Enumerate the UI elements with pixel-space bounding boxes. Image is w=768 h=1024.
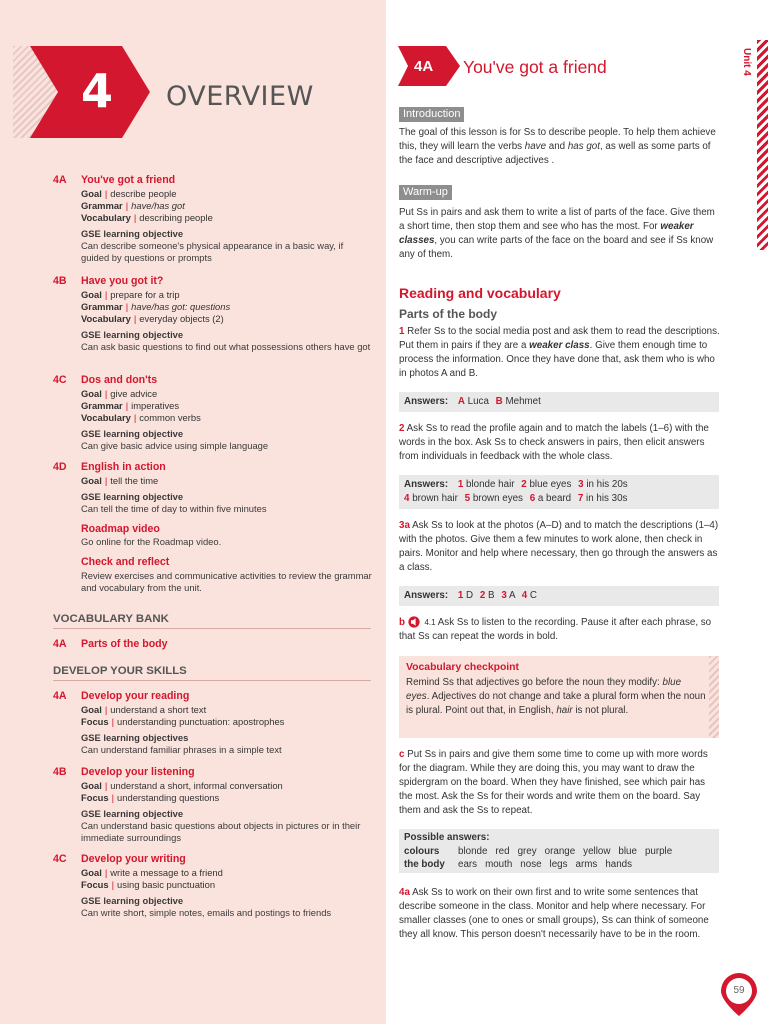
lesson-title: Parts of the body — [81, 638, 168, 650]
overview-title: OVERVIEW — [166, 81, 314, 112]
lesson-4a — [53, 174, 373, 264]
answers-box-2: Answers: 1 blonde hair 2 blue eyes 3 in his 20s 4 brown hair 5 brown eyes 6 a beard 7 in his 30s — [399, 475, 719, 509]
lesson-code: 4C — [53, 853, 67, 865]
divider — [53, 628, 371, 629]
check-reflect-text: Review exercises and communicative activities to review the grammar and vocabulary from the unit. — [81, 569, 372, 593]
lesson-row: Goal | give advice — [81, 387, 158, 399]
possible-answers-box — [399, 829, 719, 873]
unit-number: 4 — [80, 64, 113, 118]
lesson-code: 4D — [53, 461, 67, 473]
check-reflect-title: Check and reflect — [81, 556, 170, 569]
vocabulary-checkpoint-box — [399, 656, 719, 738]
gse-label: GSE learning objective — [81, 807, 184, 819]
page-number: 59 — [733, 985, 745, 996]
gse-text: Can ask basic questions to find out what possessions others have got — [81, 340, 371, 352]
checkpoint-text: Remind Ss that adjectives go before the noun they modify: blue eyes. Adjectives do not change and take a plural form when the noun is plural. Point out that, in English, hair is not plural. — [406, 677, 706, 716]
exercise-4a-text: 4a Ask Ss to work on their own first and to write some sentences that describe someone in the class. Monitor and help where necessary. For smaller classes (one to ones or small groups), Ss can think of someone they all know. This person doesn't necessarily have to be in the room. — [399, 887, 709, 940]
answers-box-3: Answers: 1 D 2 B 3 A 4 C — [399, 586, 719, 606]
exercise-1-text: 1 Refer Ss to the social media post and ask them to read the descriptions. Put them in pairs if they are a weaker class. Give them enough time to process the information. Once they have done that, ask them who is who in photos A and B. — [399, 326, 720, 379]
lesson-row: Goal | prepare for a trip — [81, 288, 180, 300]
introduction-label: Introduction — [399, 107, 464, 122]
lesson-title: You've got a friend — [81, 174, 176, 186]
lesson-row: Vocabulary | common verbs — [81, 411, 201, 423]
gse-label: GSE learning objective — [81, 227, 184, 239]
vocab-bank-item — [53, 638, 373, 652]
unit-tab-label: Unit 4 — [741, 48, 752, 76]
lesson-title-heading: You've got a friend — [463, 57, 607, 77]
roadmap-video-text: Go online for the Roadmap video. — [81, 536, 222, 548]
gse-text: Can tell the time of day to within five minutes — [81, 502, 267, 514]
gse-label: GSE learning objective — [81, 490, 184, 502]
gse-text: Can understand basic questions about objects in pictures or in their immediate surroundings — [81, 819, 361, 843]
vocabulary-bank-heading: VOCABULARY BANK — [53, 613, 169, 625]
exercise-3b-text: b 4.1 Ask Ss to listen to the recording. Pause it after each phrase, so that Ss can repeat the words in bold. — [399, 617, 712, 642]
lesson-title: Dos and don'ts — [81, 374, 158, 386]
reading-vocabulary-heading: Reading and vocabulary — [399, 285, 561, 301]
lesson-code: 4B — [53, 275, 67, 287]
answers-box-1: Answers: A Luca B Mehmet — [399, 392, 719, 412]
exercise-3a-text: 3a Ask Ss to look at the photos (A–D) and to match the descriptions (1–4) with the photos. Give them a few minutes to work alone, then check in pairs. Monitor and help where necessary, then go through the answers as a class. — [399, 520, 719, 573]
lesson-row: Vocabulary | everyday objects (2) — [81, 312, 224, 324]
lesson-code: 4A — [53, 638, 67, 650]
introduction-text: The goal of this lesson is for Ss to describe people. To help them achieve this, they will learn the verbs have and has got, as well as some parts of the face and descriptive adjectives . — [399, 127, 716, 166]
gse-text: Can describe someone's physical appearance in a basic way, if guided by questions or prompts — [81, 239, 344, 263]
roadmap-video-title: Roadmap video — [81, 522, 160, 535]
lesson-row: Vocabulary | describing people — [81, 211, 213, 223]
lesson-4d — [53, 461, 373, 594]
lesson-title: Develop your reading — [81, 690, 190, 702]
lesson-row: Goal | understand a short text — [81, 703, 207, 715]
edge-stripe — [757, 40, 768, 250]
gse-text: Can give basic advice using simple language — [81, 439, 269, 451]
develop-listening — [53, 766, 373, 844]
exercise-c-text: c Put Ss in pairs and give them some time to come up with more words for the diagram. While they are doing this, you may want to draw the spidergram on the board. When they have finished, see which pair has the most. Ask the Ss for their words and write them on the board. Say them and ask the Ss to repeat. — [399, 749, 708, 816]
body-row: the body ears mouth nose legs arms hands — [404, 859, 633, 871]
lesson-code: 4A — [53, 690, 67, 702]
gse-label: GSE learning objectives — [81, 731, 189, 743]
lesson-row: Focus | understanding punctuation: apostrophes — [81, 715, 285, 727]
gse-label: GSE learning objective — [81, 894, 184, 906]
parts-of-body-heading: Parts of the body — [399, 307, 498, 321]
lesson-row: Focus | understanding questions — [81, 791, 220, 803]
lesson-row: Focus | using basic punctuation — [81, 878, 216, 890]
lesson-4b — [53, 275, 373, 353]
warmup-label: Warm-up — [399, 185, 452, 200]
lesson-badge-label: 4A — [414, 58, 434, 75]
lesson-row: Grammar | imperatives — [81, 399, 180, 411]
colours-row: colours blonde red grey orange yellow blue purple — [404, 845, 673, 857]
gse-label: GSE learning objective — [81, 427, 184, 439]
lesson-row: Grammar | have/has got — [81, 199, 185, 211]
lesson-row: Grammar | have/has got: questions — [81, 300, 231, 312]
lesson-row: Goal | write a message to a friend — [81, 866, 223, 878]
lesson-4c — [53, 374, 373, 452]
develop-reading — [53, 690, 373, 756]
gse-text: Can write short, simple notes, emails and postings to friends — [81, 906, 332, 918]
gse-text: Can understand familiar phrases in a simple text — [81, 743, 282, 755]
lesson-title: Develop your writing — [81, 853, 186, 865]
lesson-row: Goal | describe people — [81, 187, 177, 199]
checkpoint-title: Vocabulary checkpoint — [406, 662, 519, 673]
exercise-2-text: 2 Ask Ss to read the profile again and to match the labels (1–6) with the words in the box. Ask Ss to check answers in pairs, then elicit answers from individuals in feedback with the whole class. — [399, 423, 709, 462]
lesson-title: English in action — [81, 461, 166, 473]
lesson-row: Goal | tell the time — [81, 474, 159, 486]
lesson-title: Develop your listening — [81, 766, 195, 778]
develop-skills-heading: DEVELOP YOUR SKILLS — [53, 665, 187, 677]
audio-speaker-icon[interactable] — [408, 616, 422, 628]
warmup-text: Put Ss in pairs and ask them to write a list of parts of the face. Give them a short time, then stop them and see who has the most. For weaker classes, you can write parts of the face on the board and see if Ss know any of them. — [399, 207, 715, 260]
lesson-row: Goal | understand a short, informal conversation — [81, 779, 283, 791]
divider — [53, 680, 371, 681]
lesson-code: 4C — [53, 374, 67, 386]
lesson-code: 4A — [53, 174, 67, 186]
develop-writing — [53, 853, 373, 919]
gse-label: GSE learning objective — [81, 328, 184, 340]
checkpoint-hatch-pattern — [709, 656, 719, 738]
possible-answers-title: Possible answers: — [404, 832, 490, 843]
lesson-code: 4B — [53, 766, 67, 778]
lesson-title: Have you got it? — [81, 275, 164, 287]
